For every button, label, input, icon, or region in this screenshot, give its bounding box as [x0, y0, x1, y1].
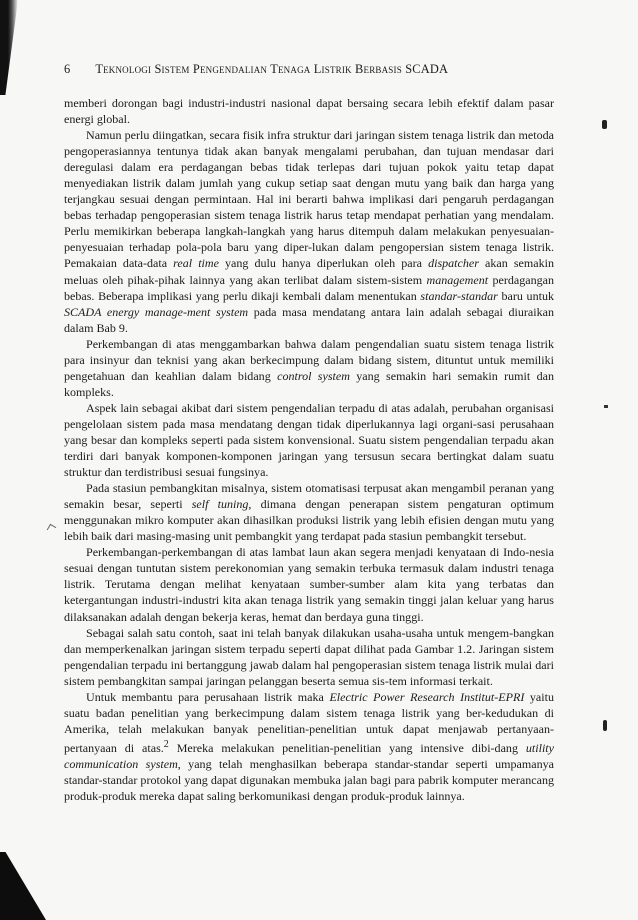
text: Namun perlu diingatkan, secara fisik infra struktur dari jaringan sistem tenaga listrik dan metoda pengoperasiannya tentunya tidak akan banyak mengalami perubahan, dan tujuan mendasar dari deregulasi dalam era perdagangan bebas tidak terlepas dari tujuan pokok yaitu tetap dapat menyediakan listrik dalam jumlah yang cukup setiap saat dengan mutu yang baik dan harga yang terjangkau sesuai dengan permintaan. Hal ini berarti bahwa implikasi dari pengaruh perdagangan bebas terhadap pengoperasian sistem tenaga listrik harus tetap mendapat perhatian yang mendalam. Perlu memikirkan beberapa langkah-langkah yang harus ditempuh dalam melakukan penyesuaian-penyesuaian terhadap pola-pola baru yang diper-lukan dalam pengopersian sistem tenaga listrik. Pemakaian data-data — [64, 128, 554, 271]
text: Sebagai salah satu contoh, saat ini telah banyak dilakukan usaha-usaha untuk mengem-bangkan dan memperkenalkan jaringan sistem terpadu seperti dapat dilihat pada Gambar 1.2. Jaringan sistem pengendalian terpadu ini bertanggung jawab dalam hal pengoperasian sistem tenaga listrik mulai dari sistem pembangkitan sampai jaringan pelanggan beserta semua sis-tem informasi terkait. — [64, 625, 554, 688]
italic-term: management — [426, 272, 489, 287]
footnote-ref: 2 — [163, 738, 169, 750]
scan-speck — [602, 120, 607, 129]
italic-term: Electric Power Research Institut-EPRI — [329, 689, 525, 704]
italic-term: standar-standar — [420, 288, 498, 303]
italic-term: control system — [277, 368, 350, 383]
text: , yang telah menghasilkan beberapa standar-standar seperti umpamanya standar-standar protokol yang dapat digunakan membuka jalan bagi para pabrik komputer merancang produk-produk mereka dapat saling berkomunikasi dengan produk-produk lainnya. — [64, 756, 555, 804]
italic-term: utility communication system — [64, 740, 554, 771]
scan-speck — [603, 720, 607, 731]
text: perdagangan bebas. Beberapa implikasi yang perlu dikaji kembali dalam menentukan — [64, 272, 554, 303]
scan-speck — [47, 524, 57, 534]
italic-term: dispatcher — [428, 256, 479, 271]
scan-edge-shadow-top — [0, 0, 18, 95]
text: baru untuk — [497, 288, 554, 303]
body-text — [64, 95, 554, 804]
text: pada masa mendatang antara lain adalah sebagai diuraikan dalam Bab 9. — [64, 304, 554, 335]
italic-term: SCADA energy manage-ment system — [64, 304, 249, 319]
scan-edge-shadow-bottom — [0, 852, 46, 920]
text: Pada stasiun pembangkitan misalnya, sistem otomatisasi terpusat akan mengambil peranan yang semakin besar, seperti — [64, 481, 554, 512]
text: Perkembangan-perkembangan di atas lambat laun akan segera menjadi kenyataan di Indo-nesia sesuai dengan tuntutan sistem perekonomian yang semakin terbuka termasuk dalam industri tenaga listrik. Terutama dengan melihat kenyataan sumber-sumber alam kita yang terbatas dan ketergantungan industri-industri kita akan tenaga listrik yang semakin tinggi jalan keluar yang harus dilaksanakan adalah dengan bekerja keras, hemat dan berdaya guna tinggi. — [64, 545, 554, 624]
text: yang semakin hari semakin rumit dan kompleks. — [64, 368, 554, 399]
paragraph-7 — [64, 625, 554, 689]
text: Untuk membantu para perusahaan listrik maka — [86, 689, 330, 704]
paragraph-8 — [64, 689, 554, 804]
paragraph-1 — [64, 95, 554, 127]
italic-term: self tuning — [191, 497, 249, 512]
text: Mereka melakukan penelitian-penelitian yang intensive dibi-dang — [168, 740, 526, 755]
italic-term: real time — [173, 256, 219, 271]
text: Perkembangan di atas menggambarkan bahwa dalam pengendalian suatu sistem tenaga listrik para insinyur dan teknisi yang akan berkecimpung dalam bidang sistem, dituntut untuk memiliki pengetahuan dan keahlian dalam bidang — [64, 336, 554, 383]
paragraph-3 — [64, 336, 554, 400]
text: , dimana dengan penerapan sistem pengaturan optimum menggunakan mikro komputer akan dihasilkan produksi listrik yang lebih efisien dengan mutu yang lebih baik dari masing-masing unit pembangkit yang terdapat pada stasiun pembangkit tersebut. — [64, 497, 554, 544]
paragraph-4 — [64, 400, 554, 480]
text: yang dulu hanya diperlukan oleh para — [218, 256, 429, 271]
paragraph-5 — [64, 480, 554, 544]
running-header — [64, 62, 584, 77]
text: akan semakin meluas oleh pihak-pihak lainnya yang akan terlibat dalam sistem-sistem — [64, 256, 554, 287]
chapter-title: Teknologi Sistem Pengendalian Tenaga Listrik Berbasis SCADA — [95, 62, 449, 76]
page-number: 6 — [64, 62, 71, 76]
paragraph-6 — [64, 544, 554, 624]
paragraph-2 — [64, 127, 554, 336]
scan-speck — [604, 405, 608, 408]
text: yaitu suatu badan penelitian yang berkecimpung dalam sistem tenaga listrik yang ber-kedudukan di Amerika, telah melakukan banyak penelitian-penelitian untuk dapat menjawab pertanyaan-pertanyaan di atas. — [64, 689, 554, 755]
text: Aspek lain sebagai akibat dari sistem pengendalian terpadu di atas adalah, perubahan organisasi pengelolaan sistem pada masa mendatang dengan tidak diperlukannya lagi organi-sasi perusahaan yang besar dan kompleks seperti pada sistem konvensional. Suatu sistem pengendalian terpadu akan terdiri dari banyak komponen-komponen jaringan yang tersusun secara bertingkat dalam suatu struktur dan terdistribusi sesuai fungsinya. — [64, 400, 554, 480]
text: memberi dorongan bagi industri-industri nasional dapat bersaing secara lebih efektif dalam pasar energi global. — [64, 96, 554, 127]
